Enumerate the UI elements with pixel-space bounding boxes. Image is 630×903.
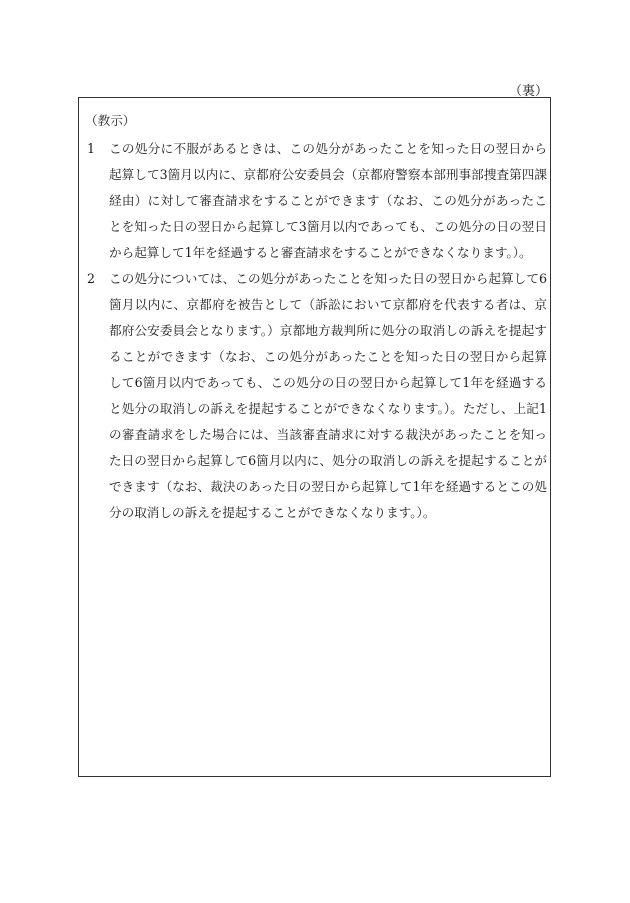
- notice-item-1: [85, 136, 547, 266]
- page-side-label: （裏）: [508, 84, 548, 99]
- notice-item-number: 1: [87, 141, 96, 156]
- notice-section: [85, 108, 547, 526]
- notice-heading: （教示）: [85, 113, 136, 128]
- notice-item-text: この処分に不服があるときは、この処分があったことを知った日の翌日から起算して3箇月以内に、京都府公安委員会（京都府警察本部刑事部捜査第四課経由）に対して審査請求をすることができます（なお、この処分があったことを知った日の翌日から起算して3箇月以内であっても、この処分の日の翌日から起算して1年を経過すると審査請求をすることができなくなります。）。: [109, 141, 547, 260]
- notice-item-text: この処分については、この処分があったことを知った日の翌日から起算して6箇月以内に、京都府を被告として（訴訟において京都府を代表する者は、京都府公安委員会となります。）京都地方裁判所に処分の取消しの訴えを提起することができます（なお、この処分があったことを知った日の翌日から起算して6箇月以内であっても、この処分の日の翌日から起算して1年を経過すると処分の取消しの訴えを提起することができなくなります。）。ただし、上記1の審査請求をした場合には、当該審査請求に対する裁決があったことを知った日の翌日から起算して6箇月以内に、処分の取消しの訴えを提起することができます（なお、裁決のあった日の翌日から起算して1年を経過するとこの処分の取消しの訴えを提起することができなくなります。）。: [109, 271, 548, 520]
- notice-item-2: [85, 266, 547, 526]
- notice-item-number: 2: [87, 271, 96, 286]
